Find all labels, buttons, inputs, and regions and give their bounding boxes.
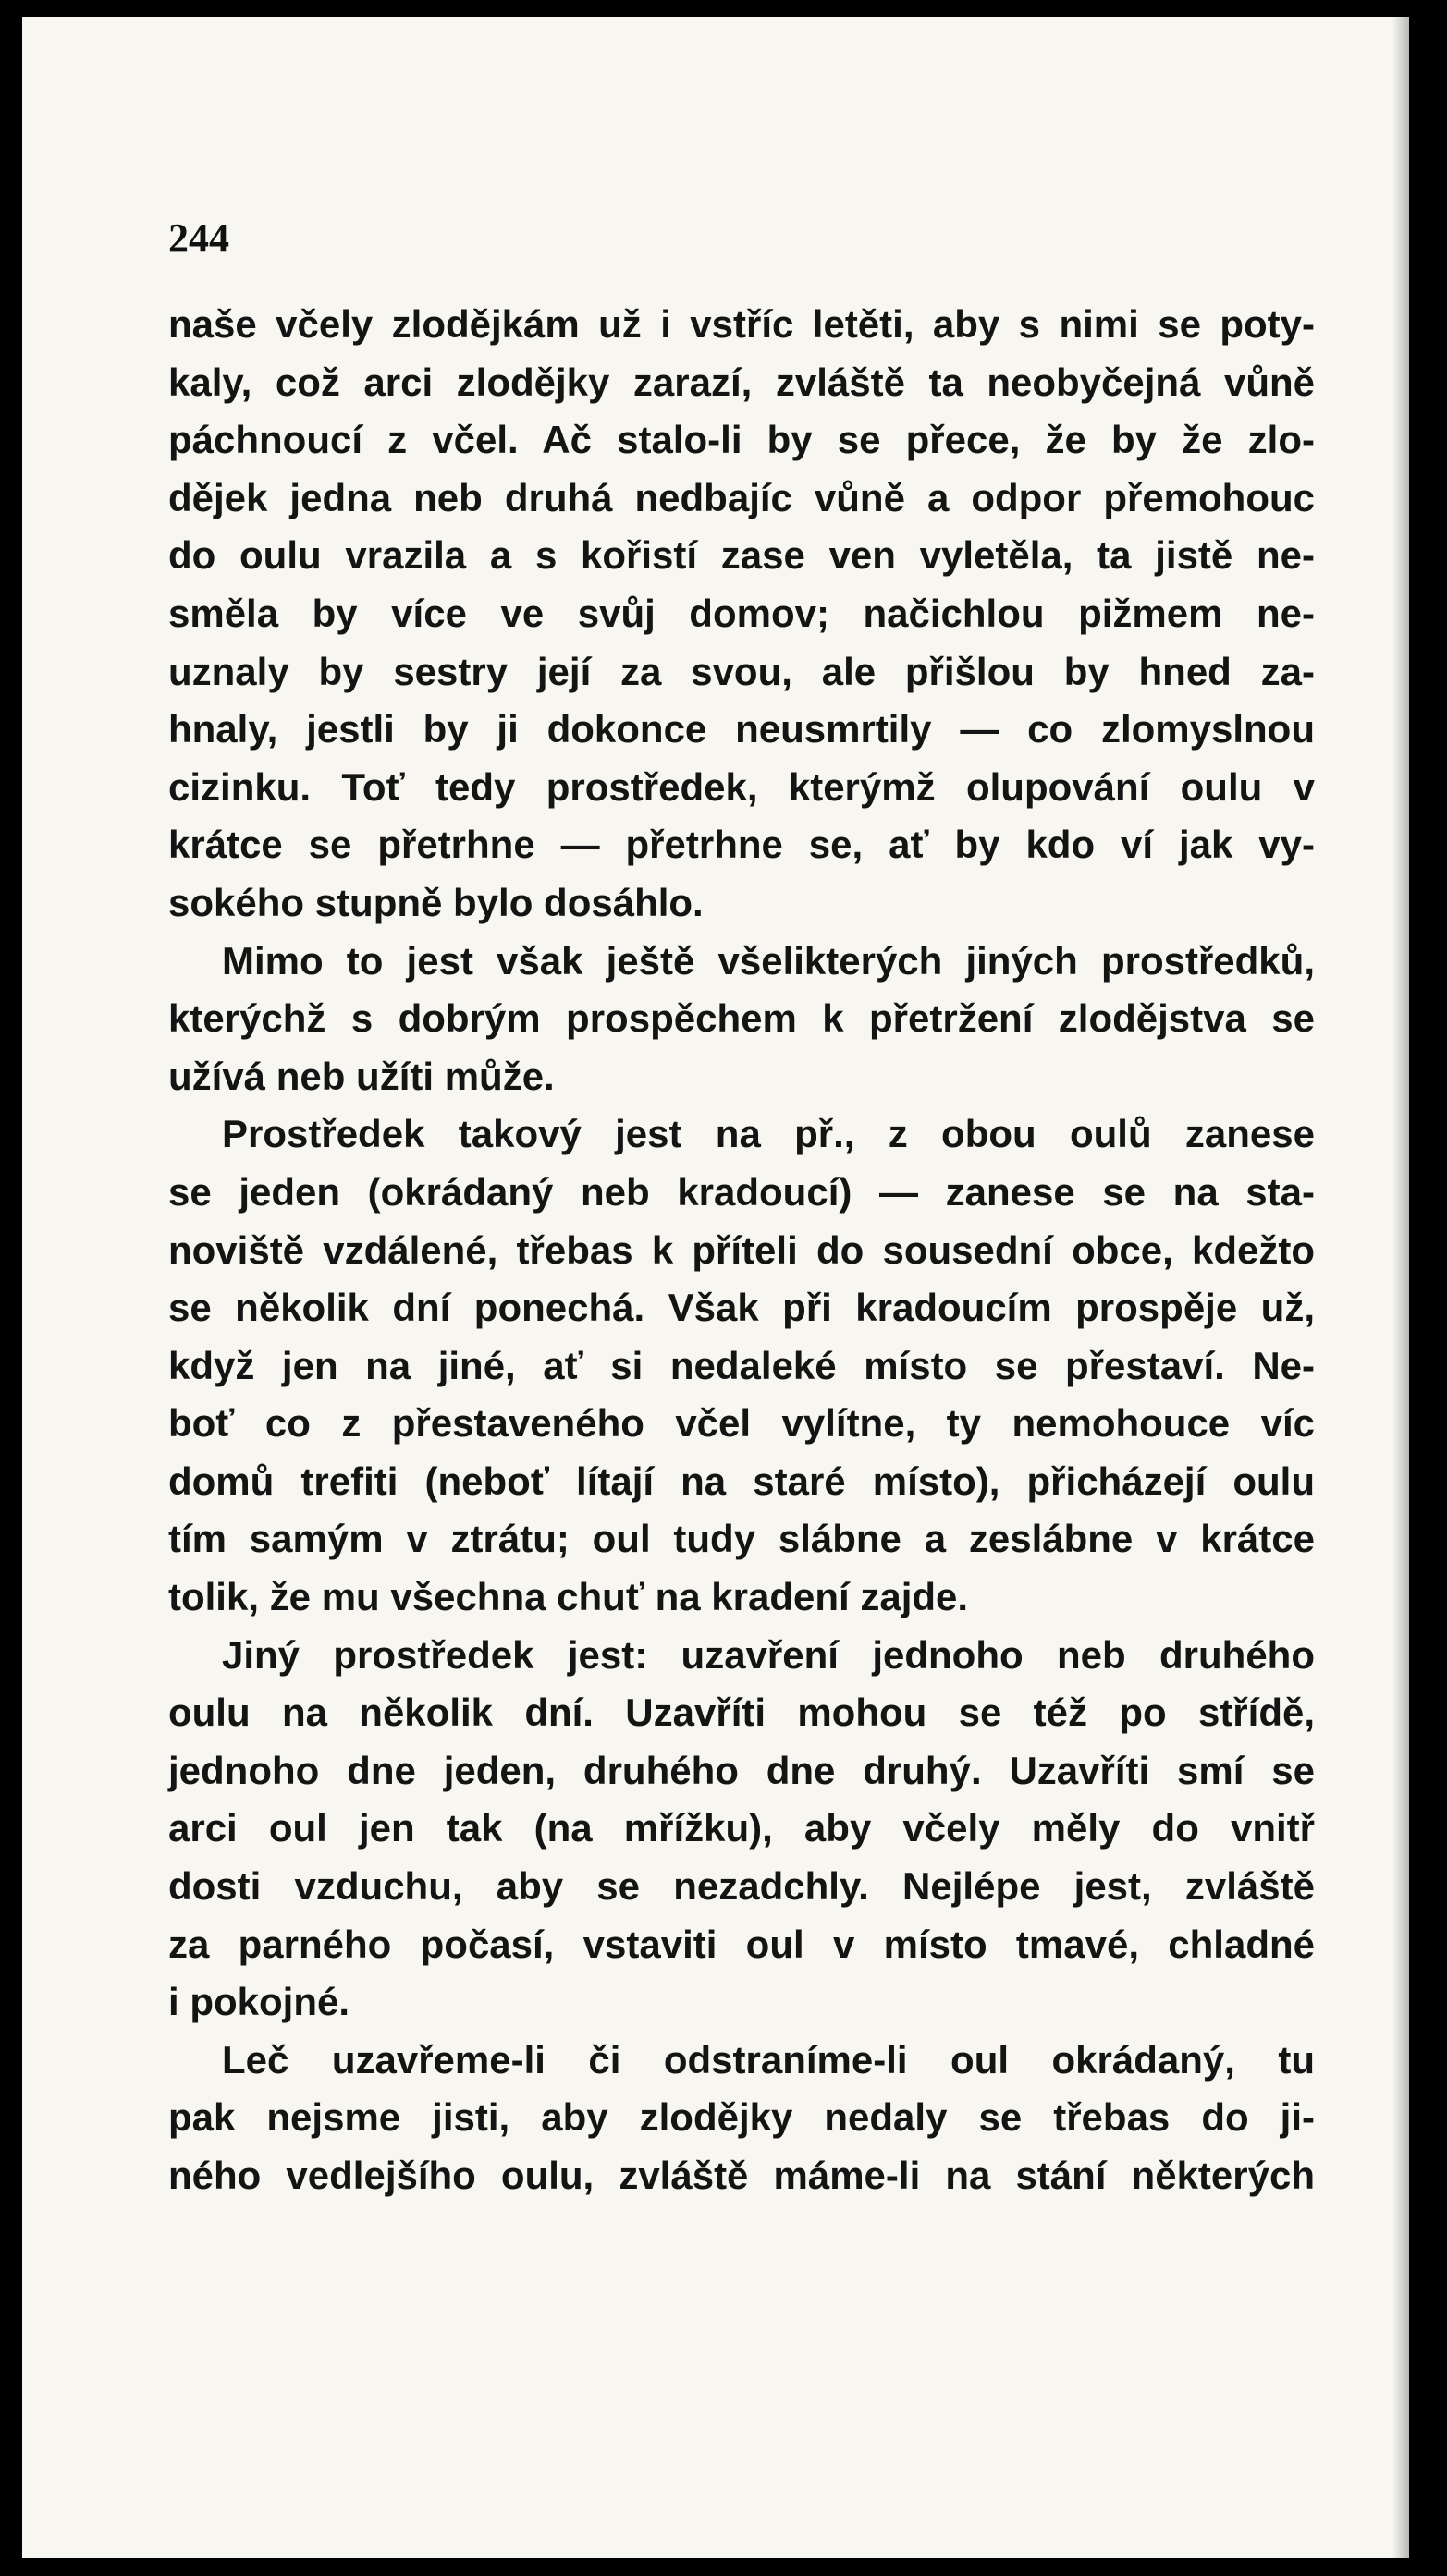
text-line: když jen na jiné, ať si nedaleké místo se přestaví. Ne- [168,1343,1315,1387]
text-line: naše včely zlodějkám už i vstříc letěti, aby s nimi se poty- [168,302,1315,346]
text-line: arci oul jen tak (na mřížku), aby včely měly do vnitř [168,1806,1315,1850]
text-line: ného vedlejšího oulu, zvláště máme-li na stání některých [168,2154,1315,2197]
text-line: Prostředek takový jest na př., z obou oulů zanese [222,1112,1315,1156]
text-line: kterýchž s dobrým prospěchem k přetržení zlodějstva se [168,996,1315,1041]
text-line: cizinku. Toť tedy prostředek, kterýmž olupování oulu v [168,764,1315,809]
text-line: i pokojné. [168,1980,350,2024]
text-line: pak nejsme jisti, aby zlodějky nedaly se třebas do ji- [168,2095,1315,2140]
text-line: kaly, což arci zlodějky zarazí, zvláště ta neobyčejná vůně [168,360,1315,404]
book-page [22,17,1409,2558]
page-edge-shadow [1392,17,1409,2558]
text-line: tolik, že mu všechna chuť na kradení zajde. [168,1575,969,1619]
text-line: za parného počasí, vstaviti oul v místo tmavé, chladné [168,1922,1315,1966]
text-line: páchnoucí z včel. Ač stalo-li by se přece, že by že zlo- [168,418,1315,462]
text-line: do oulu vrazila a s kořistí zase ven vyletěla, ta jistě ne- [168,533,1315,578]
text-line: se několik dní ponechá. Však při kradoucím prospěje už, [168,1286,1315,1330]
text-line: užívá neb užíti může. [168,1054,555,1098]
text-line: Leč uzavřeme-li či odstraníme-li oul okrádaný, tu [222,2037,1315,2082]
text-line: sokého stupně bylo dosáhlo. [168,880,704,924]
text-line: uznaly by sestry její za svou, ale přišlou by hned za- [168,649,1315,693]
text-line: jednoho dne jeden, druhého dne druhý. Uzavříti smí se [168,1748,1315,1792]
text-line: hnaly, jestli by ji dokonce neusmrtily — co zlomyslnou [168,707,1315,751]
text-line: dosti vzduchu, aby se nezadchly. Nejlépe jest, zvláště [168,1864,1315,1909]
text-line: dějek jedna neb druhá nedbajíc vůně a odpor přemohouc [168,475,1315,519]
text-line: domů trefiti (neboť lítají na staré místo), přicházejí oulu [168,1459,1315,1503]
text-line: boť co z přestaveného včel vylítne, ty nemohouce víc [168,1401,1315,1446]
text-line: krátce se přetrhne — přetrhne se, ať by kdo ví jak vy- [168,823,1315,867]
text-line: se jeden (okrádaný neb kradoucí) — zanese se na sta- [168,1169,1315,1214]
page-number: 244 [168,215,229,261]
text-line: tím samým v ztrátu; oul tudy slábne a zeslábne v krátce [168,1517,1315,1561]
text-line: Mimo to jest však ještě všelikterých jiných prostředků, [222,938,1315,983]
text-line: noviště vzdálené, třebas k příteli do sousední obce, kdežto [168,1227,1315,1272]
text-line: oulu na několik dní. Uzavříti mohou se též po střídě, [168,1691,1315,1735]
text-line: směla by více ve svůj domov; načichlou pižmem ne- [168,591,1315,635]
text-line: Jiný prostředek jest: uzavření jednoho neb druhého [222,1632,1315,1677]
body-text [168,296,1315,2205]
